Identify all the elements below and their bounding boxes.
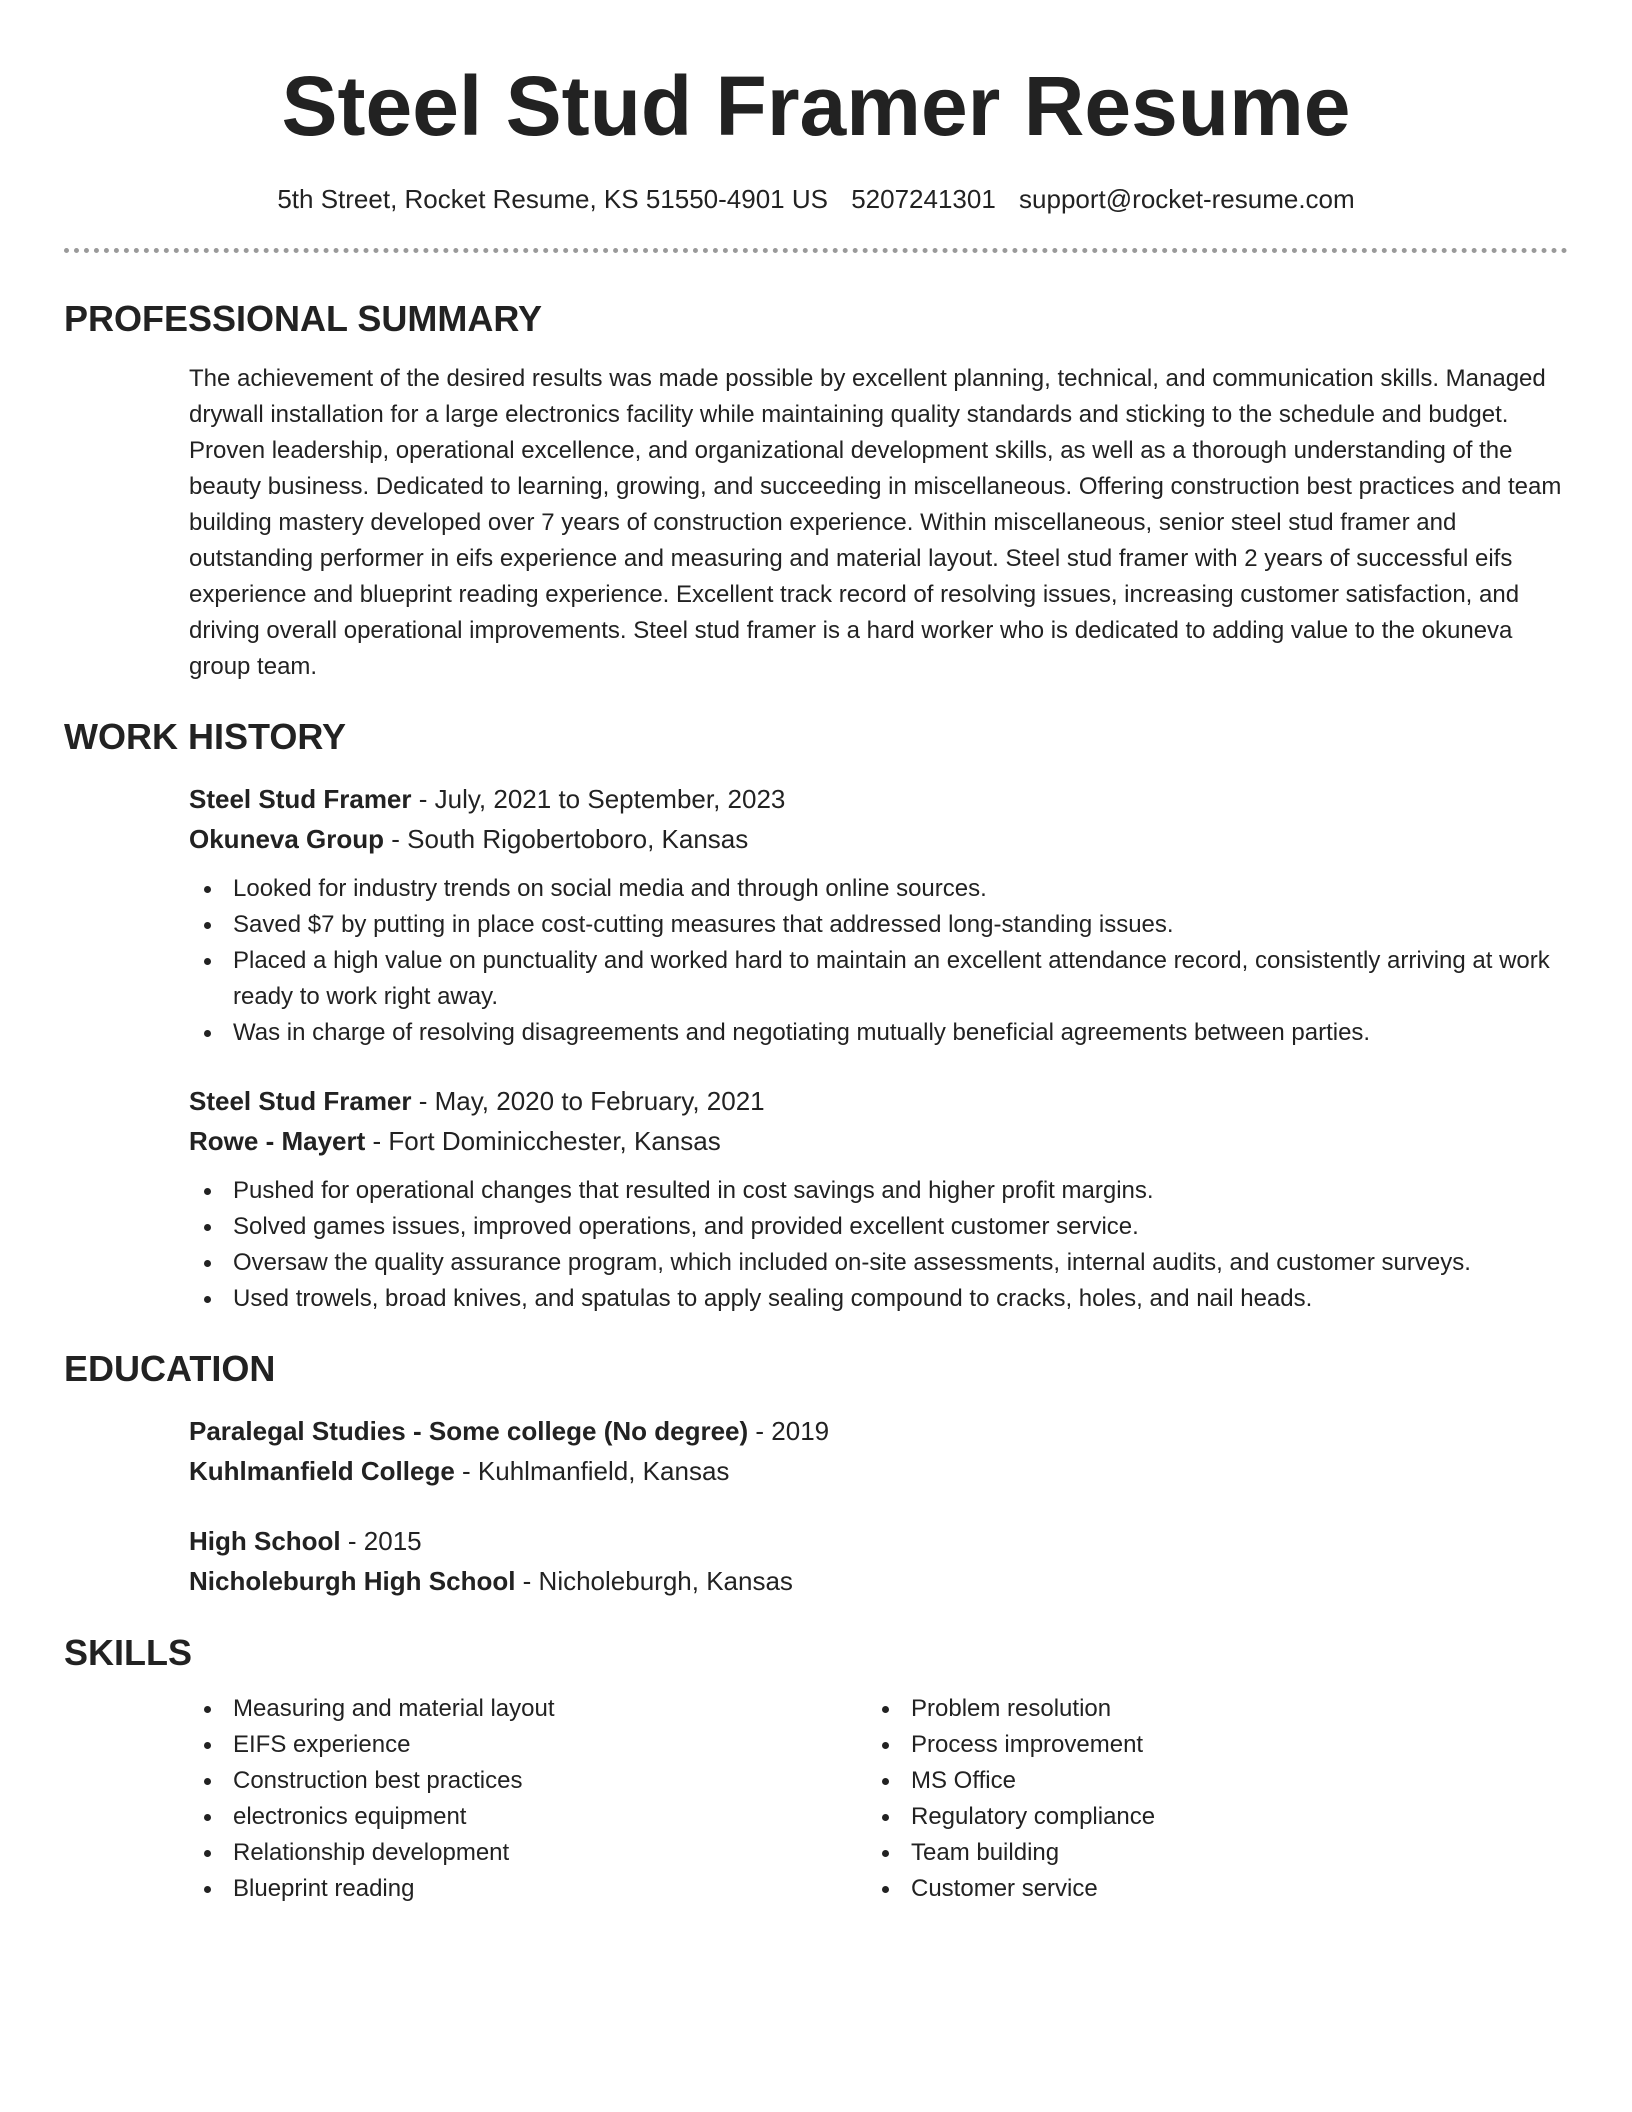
job-company: Okuneva Group <box>189 824 385 854</box>
list-item: Construction best practices <box>189 1763 867 1799</box>
list-item: Regulatory compliance <box>867 1799 1545 1835</box>
school-line <box>189 1451 1568 1491</box>
header-divider <box>64 248 1568 253</box>
school-line <box>189 1561 1568 1601</box>
skills-column-right <box>867 1691 1545 1907</box>
job-entry <box>189 1081 1568 1317</box>
list-item: Process improvement <box>867 1727 1545 1763</box>
list-item: Used trowels, broad knives, and spatulas to apply sealing compound to cracks, holes, and nail heads. <box>189 1281 1568 1317</box>
degree-name: Paralegal Studies - Some college (No degree) <box>189 1416 749 1446</box>
list-item: Looked for industry trends on social media and through online sources. <box>189 871 1568 907</box>
skills-list <box>189 1691 867 1907</box>
school-name: Kuhlmanfield College <box>189 1456 455 1486</box>
list-item: Pushed for operational changes that resulted in cost savings and higher profit margins. <box>189 1173 1568 1209</box>
job-company: Rowe - Mayert <box>189 1126 366 1156</box>
school-name: Nicholeburgh High School <box>189 1566 516 1596</box>
list-item: Customer service <box>867 1871 1545 1907</box>
degree-line <box>189 1411 1568 1451</box>
job-dates: - July, 2021 to September, 2023 <box>411 784 786 814</box>
list-item: Team building <box>867 1835 1545 1871</box>
contact-phone: 5207241301 <box>851 184 996 214</box>
list-item: Relationship development <box>189 1835 867 1871</box>
job-company-line <box>189 819 1568 859</box>
degree-year: - 2019 <box>748 1416 830 1446</box>
skills-columns <box>189 1691 1568 1907</box>
list-item: EIFS experience <box>189 1727 867 1763</box>
list-item: Placed a high value on punctuality and worked hard to maintain an excellent attendance record, consistently arriving at work ready to work right away. <box>189 943 1568 1015</box>
summary-section <box>64 297 1568 685</box>
contact-line <box>64 182 1568 216</box>
job-entry <box>189 779 1568 1051</box>
job-location: - South Rigobertoboro, Kansas <box>384 824 749 854</box>
list-item: Was in charge of resolving disagreements and negotiating mutually beneficial agreements between parties. <box>189 1015 1568 1051</box>
job-title-line <box>189 779 1568 819</box>
work-heading: WORK HISTORY <box>64 716 347 757</box>
summary-text: The achievement of the desired results was made possible by excellent planning, technical, and communication skills. Managed drywall installation for a large electronics facility while maintaining quality standards and sticking to the schedule and budget. Proven leadership, operational excellence, and organizational development skills, as well as a thorough understanding of the beauty business. Dedicated to learning, growing, and succeeding in miscellaneous. Offering construction best practices and team building mastery developed over 7 years of construction experience. Within miscellaneous, senior steel stud framer and outstanding performer in eifs experience and measuring and material layout. Steel stud framer with 2 years of successful eifs experience and blueprint reading experience. Excellent track record of resolving issues, increasing customer satisfaction, and driving overall operational improvements. Steel stud framer is a hard worker who is dedicated to adding value to the okuneva group team. <box>189 365 1562 680</box>
job-title: Steel Stud Framer <box>189 784 412 814</box>
skills-heading: SKILLS <box>64 1632 193 1673</box>
school-location: - Nicholeburgh, Kansas <box>515 1566 793 1596</box>
job-title-line <box>189 1081 1568 1121</box>
education-section <box>64 1347 1568 1601</box>
skills-list <box>867 1691 1545 1907</box>
skills-section <box>64 1631 1568 1907</box>
job-bullets <box>189 1173 1568 1317</box>
degree-year: - 2015 <box>340 1526 422 1556</box>
degree-line <box>189 1521 1568 1561</box>
list-item: electronics equipment <box>189 1799 867 1835</box>
list-item: Saved $7 by putting in place cost-cutting measures that addressed long-standing issues. <box>189 907 1568 943</box>
work-section <box>64 715 1568 1317</box>
list-item: Solved games issues, improved operations, and provided excellent customer service. <box>189 1209 1568 1245</box>
job-bullets <box>189 871 1568 1051</box>
summary-heading: PROFESSIONAL SUMMARY <box>64 298 543 339</box>
education-entry <box>189 1411 1568 1491</box>
skills-column-left <box>189 1691 867 1907</box>
education-entry <box>189 1521 1568 1601</box>
list-item: Measuring and material layout <box>189 1691 867 1727</box>
contact-email: support@rocket-resume.com <box>1019 184 1355 214</box>
degree-name: High School <box>189 1526 341 1556</box>
list-item: Problem resolution <box>867 1691 1545 1727</box>
school-location: - Kuhlmanfield, Kansas <box>454 1456 730 1486</box>
contact-address: 5th Street, Rocket Resume, KS 51550-4901 US <box>277 184 828 214</box>
list-item: Blueprint reading <box>189 1871 867 1907</box>
job-dates: - May, 2020 to February, 2021 <box>411 1086 765 1116</box>
job-company-line <box>189 1121 1568 1161</box>
list-item: MS Office <box>867 1763 1545 1799</box>
job-location: - Fort Dominicchester, Kansas <box>365 1126 721 1156</box>
education-heading: EDUCATION <box>64 1348 276 1389</box>
page-title: Steel Stud Framer Resume <box>281 59 1351 153</box>
list-item: Oversaw the quality assurance program, which included on-site assessments, internal audits, and customer surveys. <box>189 1245 1568 1281</box>
job-title: Steel Stud Framer <box>189 1086 412 1116</box>
